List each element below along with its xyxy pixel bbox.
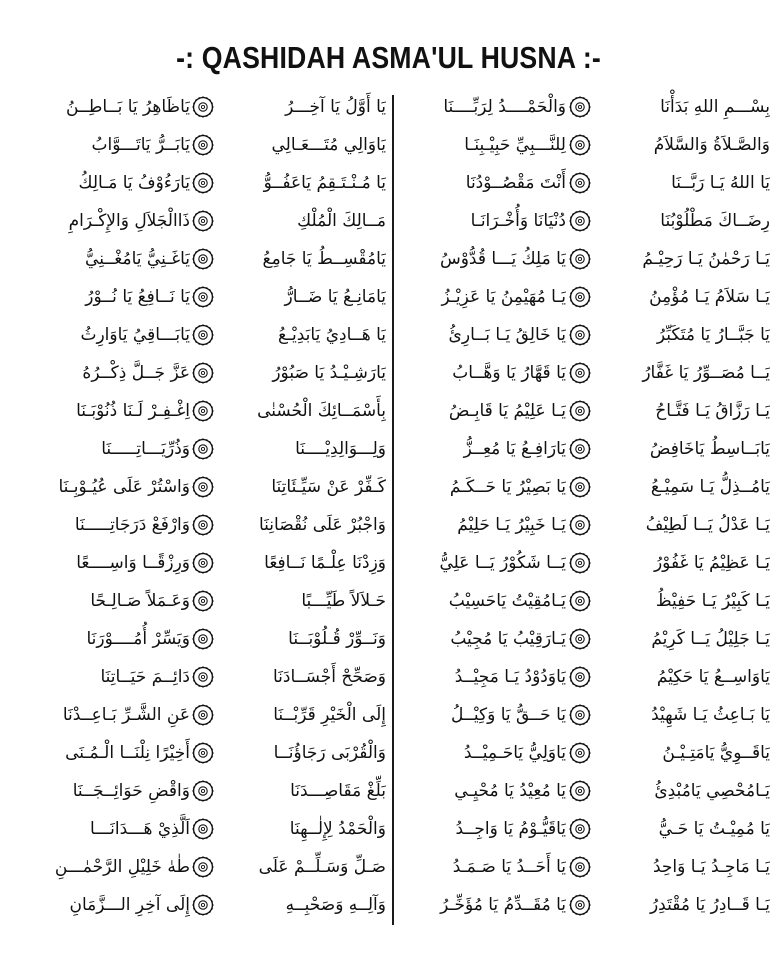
verse-row [18, 316, 388, 354]
verse-row [18, 582, 388, 620]
verse-first-half: إِلَى الْخَيْرِ قَرِّبْــنَا [273, 705, 386, 725]
verse-row [18, 164, 388, 202]
verse-row [404, 468, 774, 506]
rosette-icon [192, 704, 214, 726]
verse-row [18, 810, 388, 848]
verse-first-half: يَاوَاسِــعُ يَا حَكِيْمُ [656, 667, 770, 687]
rosette-icon [192, 856, 214, 878]
verse-row [18, 848, 388, 886]
rosette-icon [569, 552, 591, 574]
verse-second-half: دَائِــمَ حَيَــاتِنَا [100, 667, 190, 687]
verse-second-half: يَا خَالِقُ يَـا بَــارِئُ [448, 325, 566, 345]
verse-second-half: يَــا شَكُوْرُ يَــا عَلِيُّ [439, 553, 566, 573]
column-divider [392, 95, 394, 925]
verse-first-half: مَــالِكَ الْمُلْكِ [297, 211, 386, 231]
verse-first-half: يَا مُـنْـتَـقِمُ يَاعَفُــوُّ [263, 173, 386, 193]
verse-first-half: وَصَحِّحْ أَجْسَــادَنَا [272, 667, 386, 687]
rosette-icon [192, 780, 214, 802]
verse-row [404, 848, 774, 886]
verse-second-half: يَـا خَبِيْرُ يَـا حَلِيْمُ [457, 515, 566, 535]
verse-second-half: يَا بَصِيْرُ يَا حَــكَـمُ [449, 477, 566, 497]
verse-row [18, 392, 388, 430]
rosette-icon [569, 590, 591, 612]
verse-row [18, 126, 388, 164]
verse-first-half: كَـفِّرْ عَنْ سَيِّـئَاتِنَا [271, 477, 386, 497]
verse-second-half: وَيَسِّرْ أُمُــــوْرَنَا [86, 629, 190, 649]
verse-first-half: رِضَــاكَ مَطْلُوْبُنَا [660, 211, 770, 231]
verse-second-half: يَا نَــافِعُ يَا نُــوْرُ [85, 287, 190, 307]
verse-row [404, 240, 774, 278]
verse-row [18, 278, 388, 316]
rosette-icon [192, 400, 214, 422]
verse-first-half: يَـا كَبِيْرُ يَـا حَفِيْظُ [655, 591, 770, 611]
rosette-icon [569, 742, 591, 764]
rosette-icon [192, 818, 214, 840]
verse-row [404, 164, 774, 202]
verse-second-half: يَا مُقَــدِّمُ يَا مُؤَخِّـرُ [440, 895, 566, 915]
rosette-icon [192, 590, 214, 612]
verse-second-half: يَـا عَلِيْمُ يَا قَابِـضُ [448, 401, 566, 421]
verse-row [404, 202, 774, 240]
verse-second-half: ذَاالْجَلاَلِ وَالإِكْـرَامِ [68, 211, 190, 231]
verse-second-half: إِلَى آخِرِ الـــزَّمَانِ [69, 895, 190, 915]
verse-second-half: عَنِ الشَّـرِّ بَـاعِــدْنَا [62, 705, 190, 725]
rosette-icon [569, 438, 591, 460]
verse-row [404, 620, 774, 658]
rosette-icon [192, 438, 214, 460]
verse-second-half: يَابَـــاقِيُ يَاوَارِثُ [80, 325, 190, 345]
verse-second-half: وَاسْتُرْ عَلَى عُيُـوْبِـنَا [58, 477, 190, 497]
verse-first-half: يَابَــاسِطُ يَاخَافِضُ [649, 439, 770, 459]
verse-second-half: يَاغَـنِيُّ يَامُغْــنِيُّ [85, 249, 190, 269]
rosette-icon [192, 476, 214, 498]
verse-second-half: وَرِزْقًــا وَاسِــــعًا [76, 553, 190, 573]
verse-row [18, 202, 388, 240]
verse-first-half: وَاجْبُرْ عَلَى نُقْصَانِنَا [259, 515, 386, 535]
verse-first-half: يَامُــذِلُّ يَـا سَمِيْـعُ [650, 477, 770, 497]
rosette-icon [192, 894, 214, 916]
verse-row [404, 316, 774, 354]
verse-first-half: وَآلِــهِ وَصَحْبِــهِ [285, 895, 386, 915]
verse-first-half: يَـامُحْصِي يَامُبْدِئُ [654, 781, 770, 801]
verse-row [18, 430, 388, 468]
verse-row [404, 658, 774, 696]
right-column [404, 88, 774, 928]
verse-row [18, 620, 388, 658]
rosette-icon [192, 628, 214, 650]
verse-first-half: صَـلِّ وَسَـلِّــمْ عَلَى [258, 857, 386, 877]
verse-first-half: وَلِـــوَالِدِيْــــنَا [295, 439, 386, 459]
verse-first-half: يَارَشِـيْـدُ يَا صَبُوْرُ [272, 363, 386, 383]
verse-first-half: يَا أَوَّلُ يَا آخِـــرُ [285, 97, 386, 117]
rosette-icon [569, 514, 591, 536]
verse-second-half: وَاقْضِ حَوَائِــجَــنَا [72, 781, 190, 801]
verse-second-half: وَذُرِّيَـــاتِـــــنَا [101, 439, 190, 459]
verse-second-half: اَلَّذِيْ هَـــدَانَـــا [90, 819, 190, 839]
verse-first-half: يَـا رَزَّاقُ يَـا فَتَّـاحُ [655, 401, 770, 421]
verse-second-half: عَزَّ جَــلَّ ذِكْــرُهُ [82, 363, 190, 383]
verse-second-half: يَارَافِـعُ يَا مُعِــزُّ [463, 439, 566, 459]
verse-first-half: يَـا سَلاَمُ يَـا مُؤْمِنُ [649, 287, 770, 307]
rosette-icon [569, 210, 591, 232]
rosette-icon [569, 476, 591, 498]
verse-second-half: اِغْـفِـرْ لَـنَا ذُنُوْبَـنَا [76, 401, 190, 421]
verse-second-half: طٰهٰ خَلِيْلِ الرَّحْمٰـــنِ [54, 857, 190, 877]
verse-first-half: يَـا عَظِيْمُ يَا غَفُوْرُ [653, 553, 770, 573]
rosette-icon [569, 134, 591, 156]
verse-row [404, 582, 774, 620]
verse-second-half: يَا أَحَــدُ يَا صَـمَـدُ [452, 857, 566, 877]
rosette-icon [569, 780, 591, 802]
rosette-icon [569, 248, 591, 270]
rosette-icon [569, 666, 591, 688]
verse-second-half: يَـا مُهَيْمِنُ يَا عَزِيْـزُ [441, 287, 566, 307]
verse-row [404, 734, 774, 772]
verse-first-half: يَـا مَاجِـدُ يَـا وَاحِدُ [652, 857, 770, 877]
verse-first-half: يَـا قَــادِرُ يَا مُقْتَدِرُ [649, 895, 770, 915]
verse-first-half: وَنَــوِّرْ قُـلُوْبَــنَا [288, 629, 386, 649]
verse-first-half: يَــا مُصَــوِّرُ يَا غَفَّارُ [642, 363, 770, 383]
verse-second-half: وَارْفَعْ دَرَجَاتِـــــنَا [74, 515, 190, 535]
verse-row [18, 658, 388, 696]
verse-row [404, 126, 774, 164]
rosette-icon [569, 286, 591, 308]
verse-row [18, 886, 388, 924]
verse-first-half: بَلِّغْ مَقَاصِـــدَنَا [290, 781, 386, 801]
verse-row [404, 88, 774, 126]
verse-first-half: يَامُقْسِــطُ يَا جَامِعُ [262, 249, 386, 269]
rosette-icon [192, 666, 214, 688]
verse-row [18, 354, 388, 392]
verse-second-half: يَا مُعِيْدُ يَا مُحْيِـي [454, 781, 566, 801]
rosette-icon [569, 628, 591, 650]
verse-second-half: دُنْيَانَا وَأُخْـرَانَـا [470, 211, 566, 231]
verse-row [18, 468, 388, 506]
verse-second-half: وَالْحَمْــــدُ لِرَبِّــــنَا [443, 97, 566, 117]
verse-row [404, 430, 774, 468]
rosette-icon [192, 134, 214, 156]
verse-first-half: بِأَسْمَــائِكَ الْحُسْنٰى [257, 401, 386, 421]
verse-second-half: أَخِيْرًا نِلْنَــا الْـمُـنَى [65, 743, 190, 763]
verse-second-half: أَنْتَ مَقْصُــوْدُنَا [465, 173, 566, 193]
left-column [18, 88, 388, 928]
verse-second-half: وَعَـمَلاً صَـالِـحًا [90, 591, 190, 611]
verse-row [404, 544, 774, 582]
verse-row [404, 392, 774, 430]
verse-first-half: يَـا عَدْلُ يَــا لَطِيْفُ [645, 515, 770, 535]
verse-second-half: يَاوَلِيُّ يَاحَـمِيْــدُ [463, 743, 566, 763]
verse-row [18, 240, 388, 278]
rosette-icon [569, 362, 591, 384]
verse-row [18, 88, 388, 126]
verse-first-half: يَا مُمِيْـتُ يَا حَـيُّ [658, 819, 770, 839]
rosette-icon [569, 894, 591, 916]
rosette-icon [192, 324, 214, 346]
verse-first-half: يَـا رَحْمٰنُ يَـا رَحِيْـمُ [642, 249, 770, 269]
verse-first-half: يَا بَـاعِثُ يَـا شَهِيْدُ [651, 705, 770, 725]
verse-first-half: وَالْقُرْبَى رَجَاؤُنَــا [273, 743, 386, 763]
verse-row [404, 772, 774, 810]
verse-row [404, 696, 774, 734]
verse-second-half: يَـارَقِيْبُ يَا مُجِيْبُ [450, 629, 566, 649]
verse-first-half: يَا هَــادِيُ يَابَدِيْـعُ [277, 325, 386, 345]
verse-row [18, 696, 388, 734]
verse-row [18, 544, 388, 582]
verse-row [404, 278, 774, 316]
verse-second-half: يَا حَــقُّ يَا وَكِيْــلُ [451, 705, 566, 725]
verse-first-half: وَالْحَمْدُ لِإِلٰــهِنَا [289, 819, 386, 839]
verse-row [18, 506, 388, 544]
verse-first-half: يَاوَالِي مُتَـــعَـالِي [271, 135, 386, 155]
rosette-icon [569, 172, 591, 194]
rosette-icon [192, 96, 214, 118]
rosette-icon [192, 172, 214, 194]
verse-row [404, 506, 774, 544]
verse-row [18, 734, 388, 772]
rosette-icon [569, 96, 591, 118]
verse-row [404, 886, 774, 924]
rosette-icon [569, 704, 591, 726]
verse-first-half: وَزِدْنَا عِلْـمًا نَــافِعًا [264, 553, 386, 573]
page-title: -: QASHIDAH ASMA'UL HUSNA :- [176, 40, 601, 75]
rosette-icon [192, 552, 214, 574]
verse-second-half: يَاوَدُوْدُ يَـا مَجِيْــدُ [454, 667, 566, 687]
verse-first-half: يَا اللهُ يَـا رَبَّــنَا [671, 173, 770, 193]
verse-first-half: حَـلاَلاً طَيِّـــبًا [301, 591, 386, 611]
rosette-icon [569, 324, 591, 346]
rosette-icon [192, 514, 214, 536]
rosette-icon [192, 210, 214, 232]
verse-first-half: بِسْـــمِ اللهِ بَدَأْنَا [660, 97, 770, 117]
rosette-icon [569, 400, 591, 422]
rosette-icon [569, 856, 591, 878]
verse-row [18, 772, 388, 810]
verse-second-half: يَا مَلِكُ يَـــا قُدُّوْسُ [439, 249, 566, 269]
verse-second-half: يَابَــرُّ يَاتَـــوَّابُ [91, 135, 190, 155]
rosette-icon [192, 362, 214, 384]
verse-second-half: يَاقَيُّـوْمُ يَا وَاجِــدُ [455, 819, 566, 839]
rosette-icon [192, 742, 214, 764]
verse-first-half: يَامَانِـعُ يَا ضَــارُّ [284, 287, 386, 307]
verse-second-half: يَـامُقِيْتُ يَاحَسِيْبُ [448, 591, 566, 611]
rosette-icon [192, 286, 214, 308]
verse-second-half: لِلنَّـــبِيِّ حَبِيْـبِنَـا [464, 135, 566, 155]
verse-first-half: يَا جَبَّــارُ يَا مُتَكَبِّرُ [656, 325, 770, 345]
verse-first-half: يَـا جَلِيْلُ يَــا كَرِيْمُ [651, 629, 770, 649]
verse-row [404, 354, 774, 392]
verse-first-half: يَاقَــوِيُّ يَامَتِـيْـنُ [662, 743, 770, 763]
verse-row [404, 810, 774, 848]
verse-second-half: يَاظَاهِرُ يَا بَــاطِــنُ [66, 97, 190, 117]
rosette-icon [569, 818, 591, 840]
verse-second-half: يَارَءُوْفُ يَا مَـالِكُ [78, 173, 190, 193]
rosette-icon [192, 248, 214, 270]
verse-second-half: يَا قَهَّارُ يَا وَهَّــابُ [452, 363, 566, 383]
verse-first-half: وَالصَّـلاَةُ وَالسَّلاَمُ [653, 135, 770, 155]
